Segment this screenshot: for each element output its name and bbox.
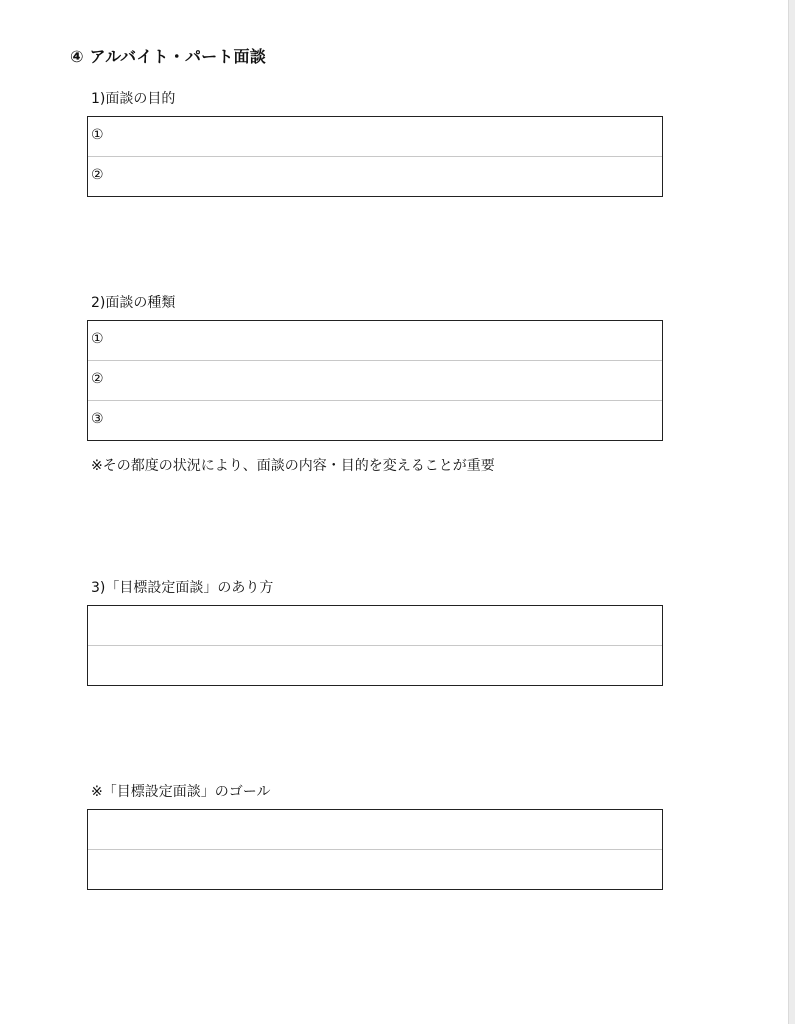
- table-row[interactable]: [88, 361, 662, 401]
- subsection-title-goal: ※「目標設定面談」のゴール: [91, 784, 271, 800]
- table-row[interactable]: [88, 850, 662, 889]
- subsection-title-purpose: 1)面談の目的: [91, 91, 176, 107]
- purpose-table: [87, 116, 663, 197]
- subsection-title-types: 2)面談の種類: [91, 295, 176, 311]
- table-row[interactable]: [88, 810, 662, 850]
- goal-setting-table: [87, 605, 663, 686]
- row-marker: ②: [91, 167, 104, 183]
- table-row[interactable]: [88, 401, 662, 440]
- types-table: [87, 320, 663, 441]
- row-marker: ①: [91, 331, 104, 347]
- row-marker: ②: [91, 371, 104, 387]
- vertical-scrollbar[interactable]: [788, 0, 795, 1024]
- types-note: ※その都度の状況により、面談の内容・目的を変えることが重要: [91, 458, 495, 474]
- table-row[interactable]: [88, 157, 662, 196]
- table-row[interactable]: [88, 117, 662, 157]
- goal-table: [87, 809, 663, 890]
- section-heading: ④ アルバイト・パート面談: [70, 47, 266, 66]
- table-row[interactable]: [88, 606, 662, 646]
- row-marker: ③: [91, 411, 104, 427]
- subsection-title-goal-setting: 3)「目標設定面談」のあり方: [91, 580, 274, 596]
- table-row[interactable]: [88, 646, 662, 685]
- table-row[interactable]: [88, 321, 662, 361]
- row-marker: ①: [91, 127, 104, 143]
